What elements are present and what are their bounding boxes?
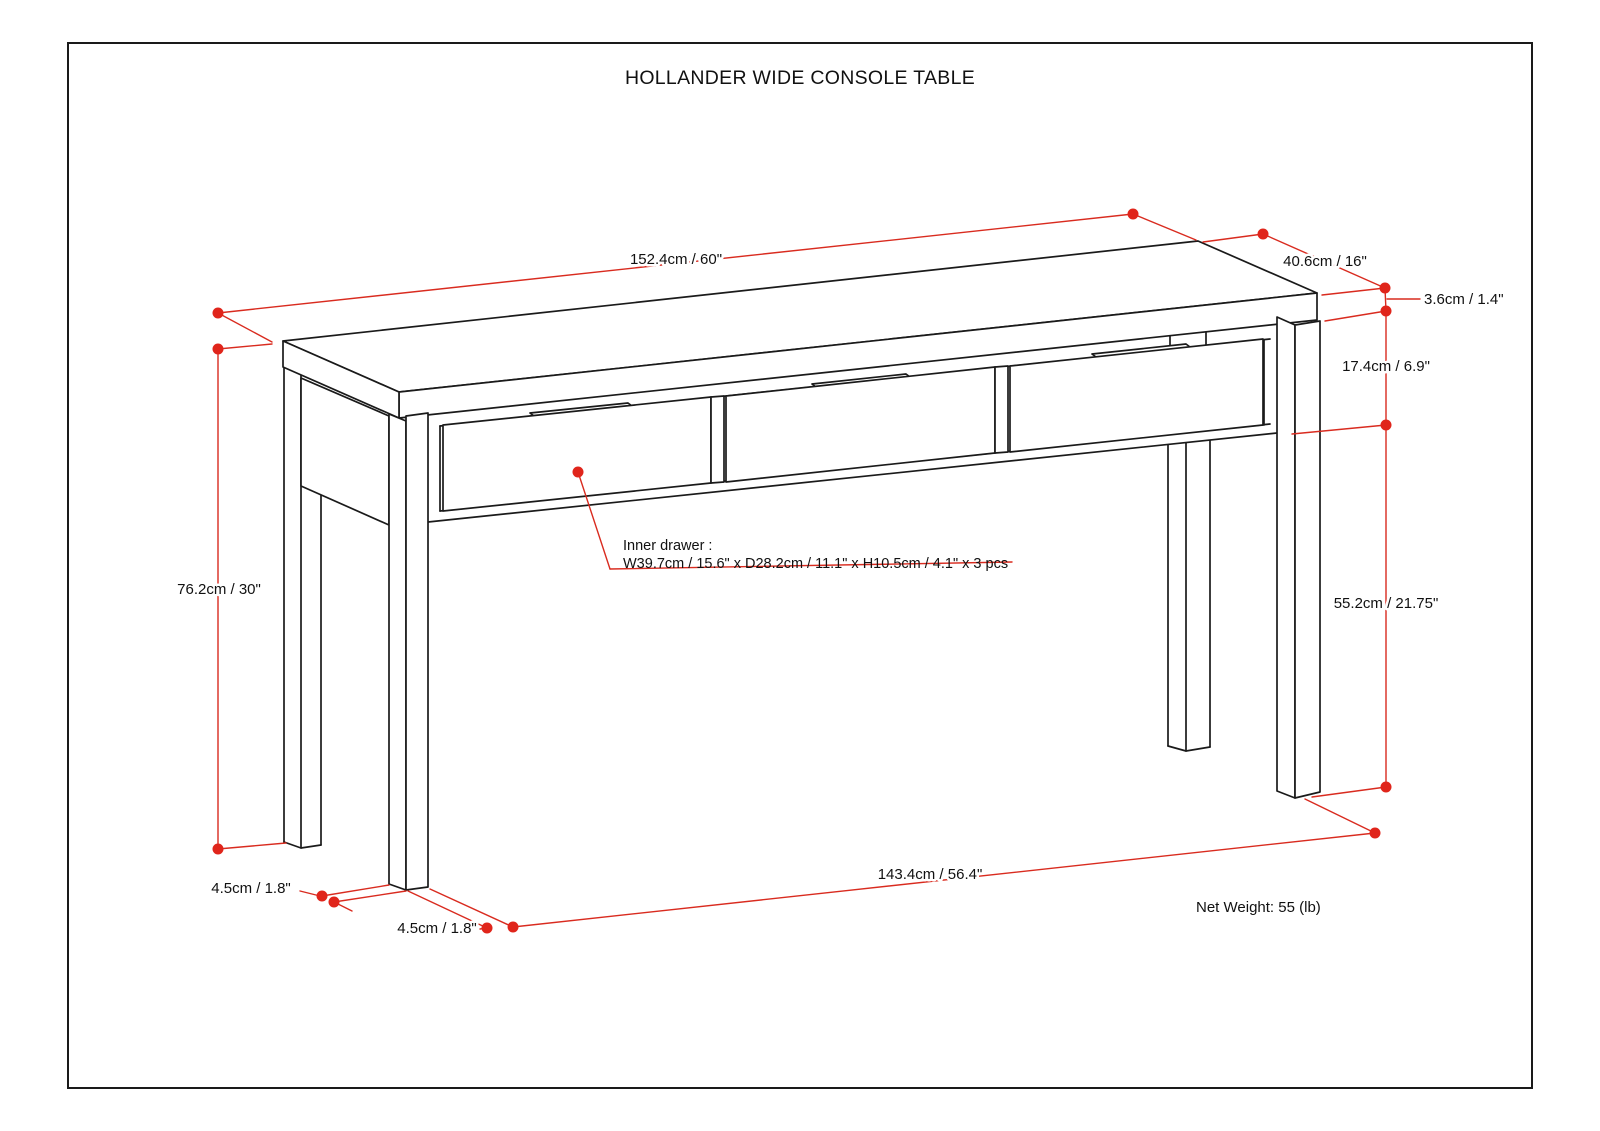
label-inner-drawer-title: Inner drawer : (623, 538, 713, 554)
label-leg-depth: 4.5cm / 1.8" (211, 880, 291, 897)
label-overall-height: 76.2cm / 30" (177, 581, 261, 598)
page-title: HOLLANDER WIDE CONSOLE TABLE (624, 67, 976, 89)
drawer-divider-2 (995, 366, 1008, 453)
label-base-width: 143.4cm / 56.4" (877, 866, 983, 883)
drawer-divider-1 (711, 396, 724, 483)
label-apron-height: 17.4cm / 6.9" (1342, 358, 1430, 375)
table-leg-front-right (1277, 317, 1320, 798)
table-leg-front-left (389, 413, 428, 890)
label-top-thickness: 3.6cm / 1.4" (1424, 291, 1504, 308)
label-leg-clearance: 55.2cm / 21.75" (1333, 595, 1439, 612)
label-top-width: 152.4cm / 60" (629, 251, 723, 268)
label-top-depth: 40.6cm / 16" (1283, 253, 1367, 270)
label-leg-width: 4.5cm / 1.8" (397, 920, 477, 937)
label-inner-drawer-dims: W39.7cm / 15.6" x D28.2cm / 11.1" x H10.5cm / 4.1" x 3 pcs (623, 556, 1009, 572)
label-net-weight: Net Weight: 55 (lb) (1196, 899, 1321, 916)
